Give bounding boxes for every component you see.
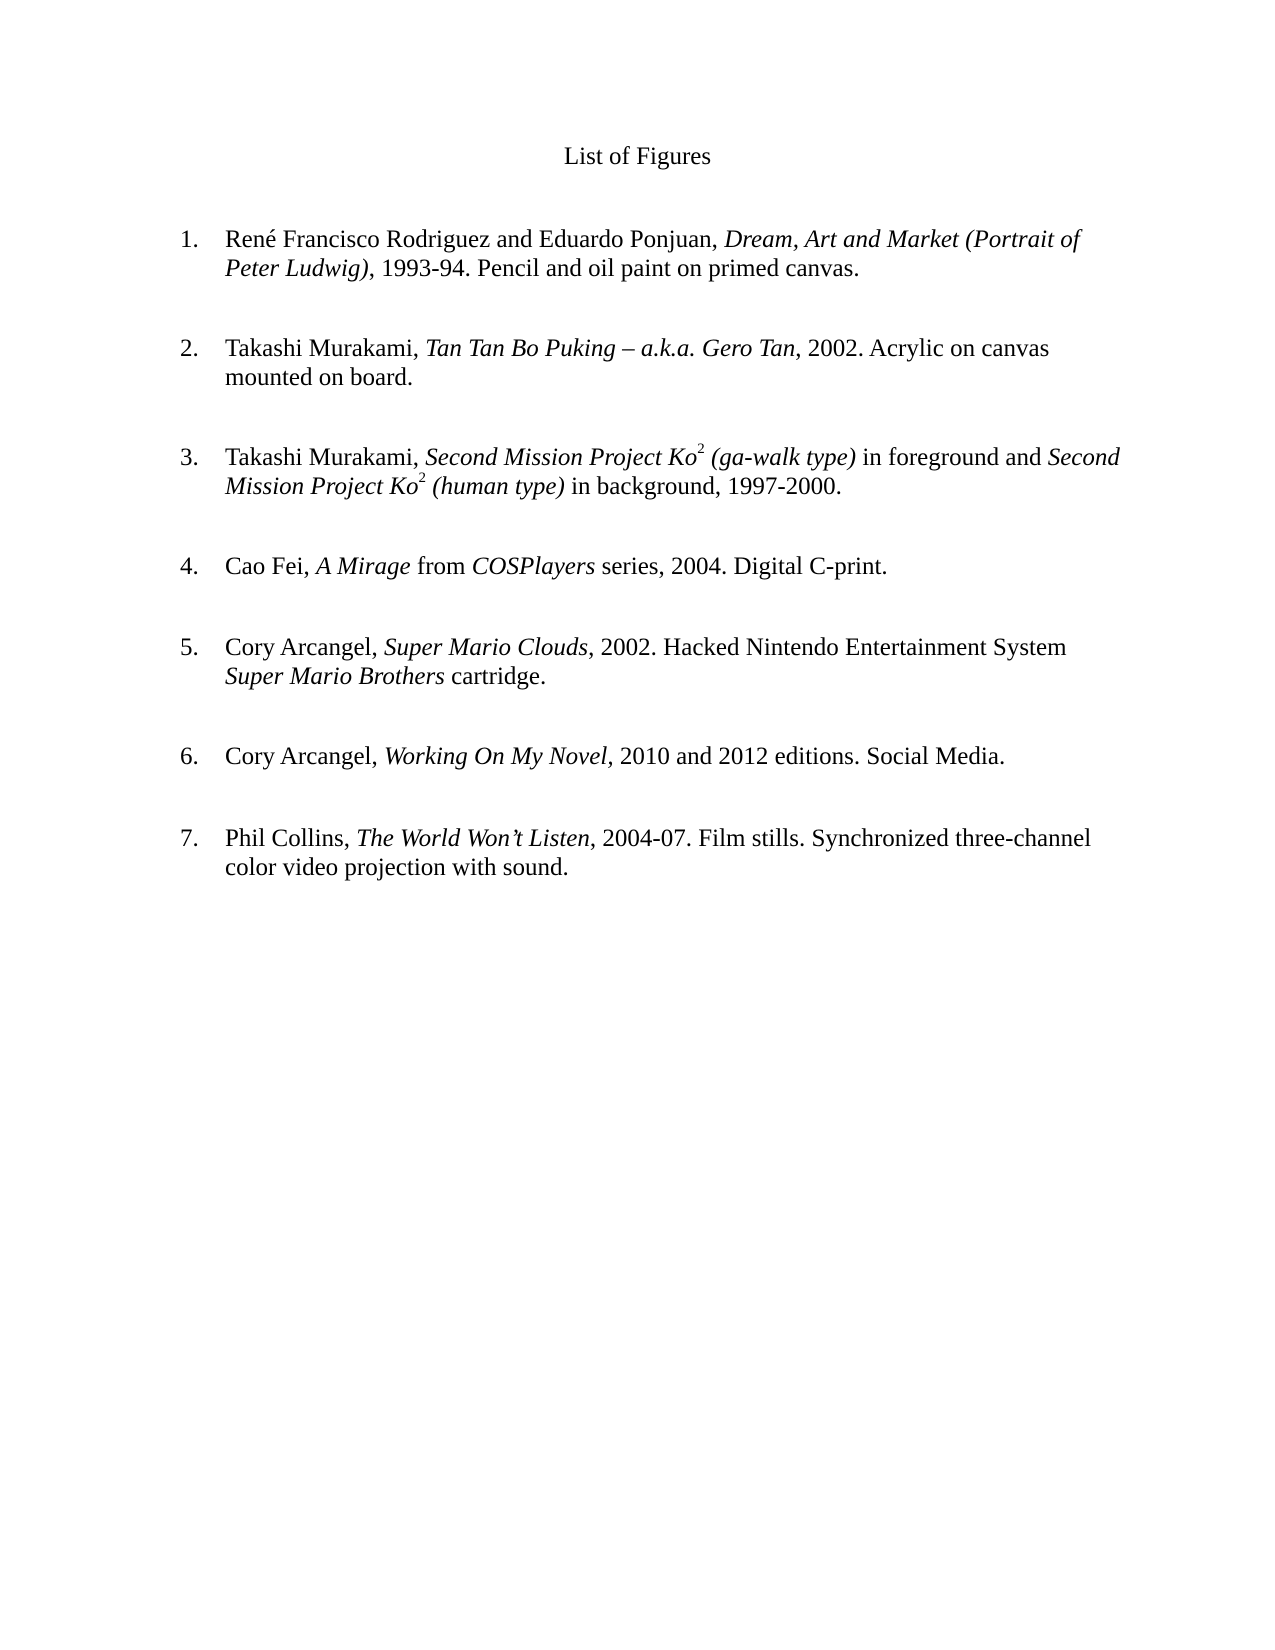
figure-number: 4. xyxy=(180,553,199,580)
figure-number: 2. xyxy=(180,335,199,362)
figure-number: 3. xyxy=(180,444,199,471)
figure-number: 7. xyxy=(180,825,199,852)
figure-number: 5. xyxy=(180,634,199,661)
figure-caption: Cory Arcangel, Working On My Novel, 2010 and 2012 editions. Social Media. xyxy=(225,743,1006,770)
figure-caption: Cao Fei, A Mirage from COSPlayers series, 2004. Digital C-print. xyxy=(225,553,888,580)
figure-number: 6. xyxy=(180,743,199,770)
figure-caption: Cory Arcangel, Super Mario Clouds, 2002. Hacked Nintendo Entertainment System Super Mario Brothers cartridge. xyxy=(225,634,1067,690)
figure-caption: Takashi Murakami, Tan Tan Bo Puking – a.k.a. Gero Tan, 2002. Acrylic on canvas mounted on board. xyxy=(225,335,1050,391)
figure-caption: René Francisco Rodriguez and Eduardo Ponjuan, Dream, Art and Market (Portrait of Peter Ludwig), 1993-94. Pencil and oil paint on primed canvas. xyxy=(225,226,1080,282)
figure-caption: Phil Collins, The World Won’t Listen, 2004-07. Film stills. Synchronized three-channel color video projection with sound. xyxy=(225,825,1092,881)
figure-number: 1. xyxy=(180,226,199,253)
page-title: List of Figures xyxy=(563,143,712,170)
figure-caption: Takashi Murakami, Second Mission Project Ko$^2$ (ga-walk type) in foreground and Second Mission Project Ko$^2$ (human type) in background, 1997-2000. xyxy=(225,440,1120,500)
